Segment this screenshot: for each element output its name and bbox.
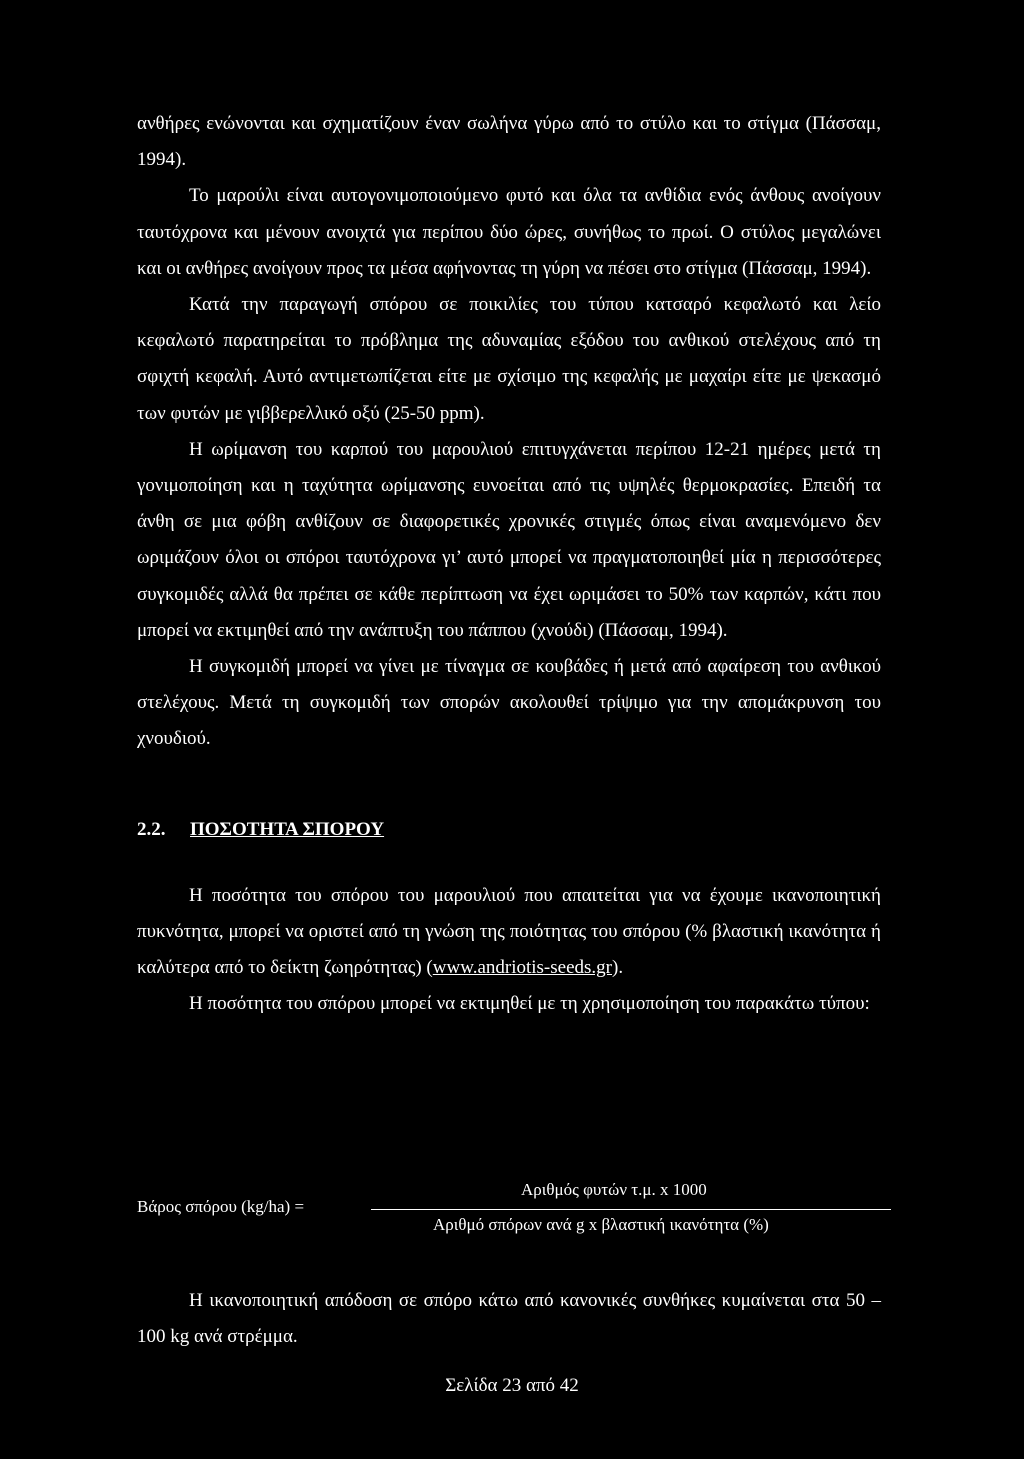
formula-denominator: Αριθμό σπόρων ανά g x βλαστική ικανότητα (%) xyxy=(433,1215,769,1234)
page-footer xyxy=(0,1375,1024,1397)
paragraph-anthers: ανθήρες ενώνονται και σχηματίζουν έναν σωλήνα γύρω από το στύλο και το στίγμα (Πάσσαμ, 1994). xyxy=(137,113,881,171)
section-title: ΠΟΣΟΤΗΤΑ ΣΠΟΡΟΥ xyxy=(190,818,385,840)
page-number: Σελίδα 23 από 42 xyxy=(445,1375,579,1396)
closing-section xyxy=(137,1283,881,1355)
formula-numerator: Αριθμός φυτών τ.μ. x 1000 xyxy=(521,1180,707,1199)
seed-quantity-text: Η ποσότητα του σπόρου του μαρουλιού που απαιτείται για να έχουμε ικανοποιητική πυκνότητα, μπορεί να οριστεί από τη γνώση της ποιότητας του σπόρου (% βλαστική ικανότητα ή καλύτερα από το δείκτη ζωηρότητας) ( xyxy=(137,884,881,979)
paragraph-seed-production: Κατά την παραγωγή σπόρου σε ποικιλίες του τύπου κατσαρό κεφαλωτό και λείο κεφαλωτό παρατηρείται το πρόβλημα της αδυναμίας εξόδου του ανθικού στελέχους από τη σφιχτή κεφαλή. Αυτό αντιμετωπίζεται είτε με σχίσιμο της κεφαλής με μαχαίρι είτε με ψεκασμό των φυτών με γιββερελλικό οξύ (25-50 ppm). xyxy=(137,294,881,424)
seed-quantity-text-end: ). xyxy=(612,957,624,979)
section-number: 2.2. xyxy=(137,818,166,840)
document-body xyxy=(137,106,881,1022)
paragraph-yield: Η ικανοποιητική απόδοση σε σπόρο κάτω από κανονικές συνθήκες κυμαίνεται στα 50 – 100 kg ανά στρέμμα. xyxy=(137,1290,881,1348)
paragraph-ripening: Η ωρίμανση του καρπού του μαρουλιού επιτυγχάνεται περίπου 12-21 ημέρες μετά τη γονιμοποίηση και η ταχύτητα ωρίμανσης ευνοείται από τις υψηλές θερμοκρασίες. Επειδή τα άνθη σε μια φόβη ανθίζουν σε διαφορετικές χρονικές στιγμές όπως είναι αναμενόμενο δεν ωριμάζουν όλοι οι σπόροι ταυτόχρονα γι’ αυτό μπορεί να πραγματοποιηθεί μία η περισσότερες συγκομιδές αλλά θα πρέπει σε κάθε περίπτωση να έχει ωριμάσει το 50% των καρπών, κάτι που μπορεί να εκτιμηθεί από την ανάπτυξη του πάππου (χνούδι) (Πάσσαμ, 1994). xyxy=(137,438,881,641)
paragraph-formula-intro: Η ποσότητα του σπόρου μπορεί να εκτιμηθεί με τη χρησιμοποίηση του παρακάτω τύπου: xyxy=(189,993,870,1015)
paragraph-harvest: Η συγκομιδή μπορεί να γίνει με τίναγμα σε κουβάδες ή μετά από αφαίρεση του ανθικού στελέχους. Μετά τη συγκομιδή των σπορών ακολουθεί τρίψιμο για την απομάκρυνση του χνουδιού. xyxy=(137,656,881,750)
seeds-website-link[interactable]: www.andriotis-seeds.gr xyxy=(432,957,612,979)
section-heading xyxy=(137,812,881,848)
seed-weight-formula xyxy=(137,1178,897,1248)
paragraph-seed-quantity xyxy=(137,878,881,987)
section-spacer xyxy=(137,848,881,878)
paragraph-self-pollination: Το μαρούλι είναι αυτογονιμοποιούμενο φυτό και όλα τα ανθίδια ενός άνθους ανοίγουν ταυτόχρονα και μένουν ανοιχτά για περίπου δύο ώρες, συνήθως το πρωί. Ο στύλος μεγαλώνει και οι ανθήρες ανοίγουν προς τα μέσα αφήνοντας τη γύρη να πέσει στο στίγμα (Πάσσαμ, 1994). xyxy=(137,185,881,279)
fraction-bar xyxy=(371,1209,891,1210)
formula-lhs: Βάρος σπόρου (kg/ha) = xyxy=(137,1197,305,1216)
